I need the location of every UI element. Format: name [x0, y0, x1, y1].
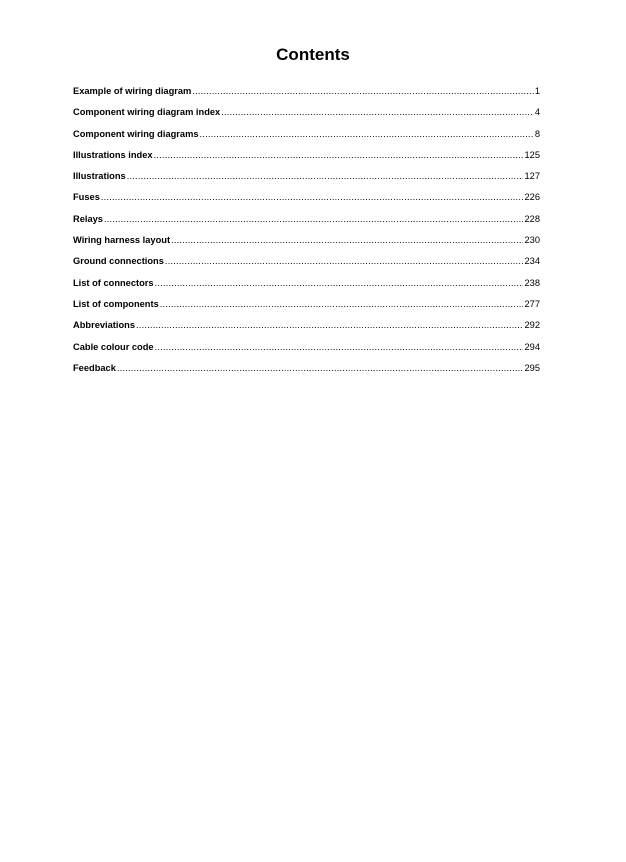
toc-entry-label: List of components — [73, 298, 159, 309]
toc-entry-page-number: 228 — [524, 213, 540, 224]
toc-entry-relays[interactable] — [73, 213, 540, 234]
toc-entry-page-number: 295 — [524, 362, 540, 373]
toc-entry-list-of-connectors[interactable] — [73, 277, 540, 298]
toc-entry-label: Wiring harness layout — [73, 235, 171, 246]
toc-entry-page-number: 292 — [524, 320, 540, 331]
toc-entry-component-wiring-diagrams[interactable] — [73, 128, 540, 149]
dot-leader — [117, 362, 524, 375]
toc-entry-ground-connections[interactable] — [73, 255, 540, 276]
toc-entry-label: Example of wiring diagram — [73, 86, 192, 96]
dot-leader — [104, 213, 524, 226]
toc-entry-component-wiring-diagram-index[interactable] — [73, 106, 540, 127]
dot-leader — [221, 106, 534, 119]
toc-entry-page-number: 1 — [534, 86, 540, 96]
toc-entry-label: Illustrations index — [73, 149, 153, 160]
toc-entry-illustrations-index[interactable] — [73, 149, 540, 170]
page-title: Contents — [276, 45, 350, 64]
toc-entry-cable-colour-code[interactable] — [73, 341, 540, 362]
table-of-contents — [73, 85, 540, 383]
toc-entry-label: Relays — [73, 213, 103, 224]
toc-entry-page-number: 294 — [524, 341, 540, 352]
dot-leader — [101, 191, 524, 204]
dot-leader — [165, 255, 524, 268]
toc-entry-example-of-wiring-diagram[interactable] — [73, 85, 540, 106]
toc-entry-label: Illustrations — [73, 171, 126, 182]
dot-leader — [192, 85, 534, 98]
dot-leader — [155, 277, 524, 290]
toc-entry-page-number: 4 — [534, 107, 540, 118]
toc-entry-feedback[interactable] — [73, 362, 540, 383]
toc-entry-page-number: 8 — [534, 128, 540, 139]
toc-entry-label: Fuses — [73, 192, 100, 203]
dot-leader — [160, 298, 524, 311]
dot-leader — [127, 170, 524, 183]
toc-entry-wiring-harness-layout[interactable] — [73, 234, 540, 255]
toc-entry-page-number: 234 — [524, 256, 540, 267]
toc-entry-page-number: 230 — [524, 235, 540, 246]
toc-entry-label: Component wiring diagram index — [73, 107, 221, 118]
toc-entry-page-number: 277 — [524, 298, 540, 309]
dot-leader — [171, 234, 523, 247]
dot-leader — [154, 149, 524, 162]
toc-entry-page-number: 226 — [524, 192, 540, 203]
toc-entry-list-of-components[interactable] — [73, 298, 540, 319]
toc-entry-abbreviations[interactable] — [73, 319, 540, 340]
dot-leader — [136, 319, 523, 332]
toc-entry-label: Abbreviations — [73, 320, 135, 331]
dot-leader — [155, 341, 524, 354]
toc-entry-page-number: 125 — [524, 149, 540, 160]
toc-entry-label: Ground connections — [73, 256, 164, 267]
toc-entry-page-number: 127 — [524, 171, 540, 182]
dot-leader — [200, 128, 534, 141]
toc-entry-label: Component wiring diagrams — [73, 128, 199, 139]
toc-entry-page-number: 238 — [524, 277, 540, 288]
toc-entry-label: Feedback — [73, 362, 116, 373]
toc-entry-label: Cable colour code — [73, 341, 154, 352]
toc-entry-fuses[interactable] — [73, 191, 540, 212]
toc-entry-illustrations[interactable] — [73, 170, 540, 191]
toc-entry-label: List of connectors — [73, 277, 154, 288]
